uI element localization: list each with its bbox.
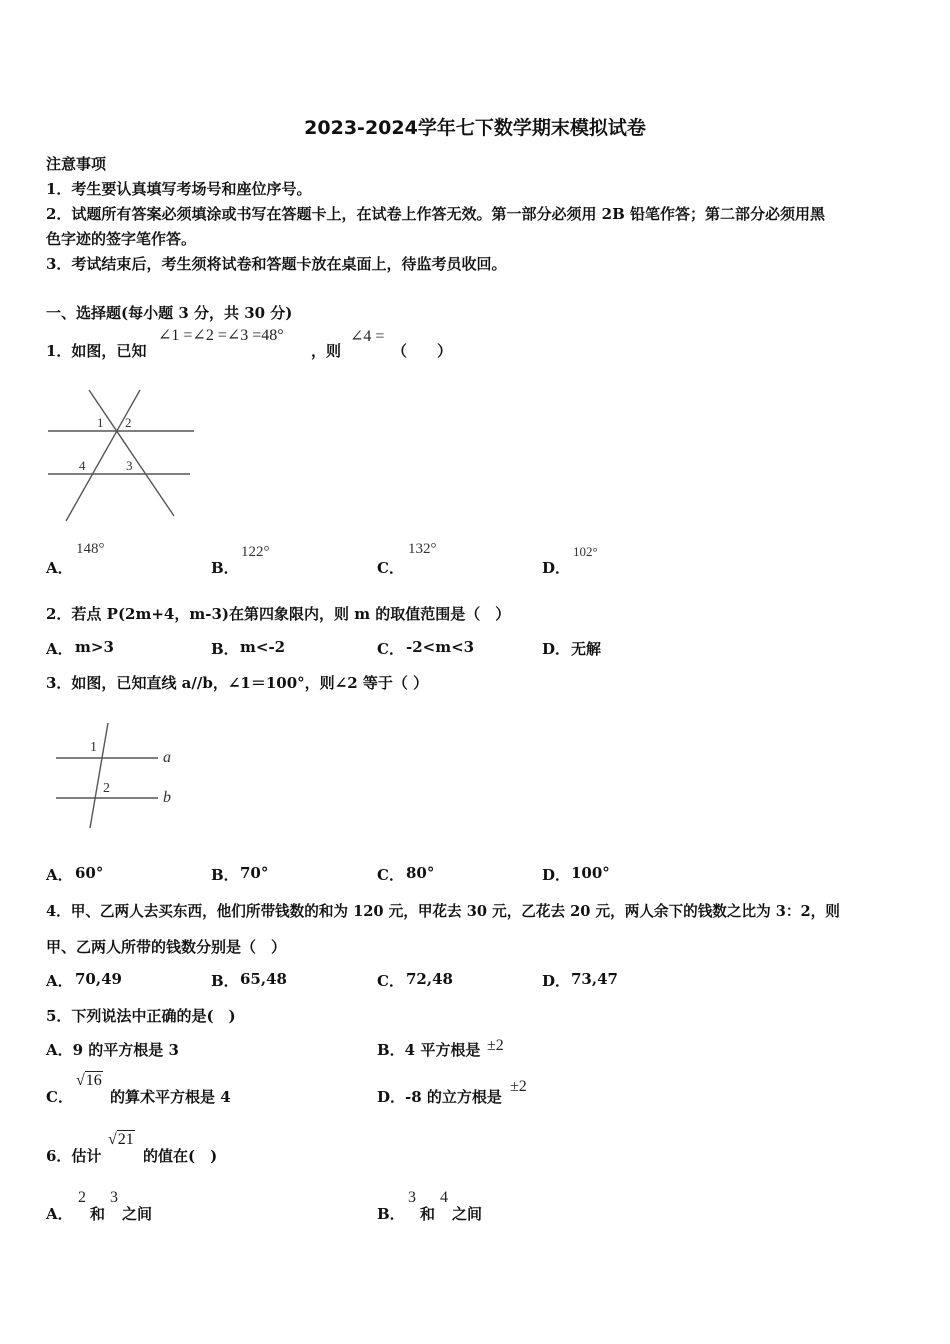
q1-paren: （ ） bbox=[392, 342, 453, 360]
q4-option-a-letter: A． bbox=[46, 972, 73, 990]
notice-item: 1．考生要认真填写考场号和座位序号。 bbox=[46, 180, 312, 198]
q2-option-d-letter: D． bbox=[542, 640, 571, 658]
q3-option-d-value: 100° bbox=[571, 864, 610, 882]
q6-option-a-end: 之间 bbox=[122, 1205, 153, 1223]
q1-prefix: 1．如图，已知 bbox=[46, 342, 147, 360]
q6-option-a-letter: A． bbox=[46, 1205, 73, 1223]
q5-option-c-radicand: 16 bbox=[85, 1072, 102, 1089]
q4-option-c-value: 72,48 bbox=[406, 970, 453, 988]
q4-option-b-value: 65,48 bbox=[240, 970, 287, 988]
q4-stem-line1: 4．甲、乙两人去买东西，他们所带钱数的和为 120 元，甲花去 30 元，乙花去 20 元，两人余下的钱数之比为 3：2，则 bbox=[46, 903, 840, 920]
q6-option-b-end: 之间 bbox=[452, 1205, 483, 1223]
q3-option-b-value: 70° bbox=[240, 864, 269, 882]
q2-option-b-letter: B． bbox=[211, 640, 239, 658]
q2-option-d-value: 无解 bbox=[571, 640, 602, 658]
q4-option-d-value: 73,47 bbox=[571, 970, 618, 988]
q3-option-d-letter: D． bbox=[542, 866, 571, 884]
page-title: 2023-2024学年七下数学期末模拟试卷 bbox=[304, 117, 646, 139]
q3-option-c-letter: C． bbox=[377, 866, 404, 884]
q1-option-b-value: 122° bbox=[241, 544, 270, 560]
q4-option-b-letter: B． bbox=[211, 972, 239, 990]
q3-figure bbox=[52, 718, 192, 833]
q5-option-d-text: D．-8 的立方根是 bbox=[377, 1088, 502, 1106]
q6-option-a-n2: 3 bbox=[110, 1189, 118, 1206]
q2-option-b-value: m<-2 bbox=[240, 638, 286, 656]
q6-option-a-and: 和 bbox=[90, 1205, 106, 1223]
q6-option-a-n1: 2 bbox=[78, 1189, 86, 1206]
q3-figure-label-1: 1 bbox=[90, 740, 97, 755]
q6-suffix: 的值在( ) bbox=[143, 1147, 218, 1165]
q6-sqrt: √21 bbox=[108, 1131, 134, 1148]
q1-middle: ，则 bbox=[311, 342, 342, 360]
q1-figure-label-2: 2 bbox=[125, 415, 132, 430]
q1-option-c-value: 132° bbox=[408, 541, 437, 557]
q6-option-b-n1: 3 bbox=[408, 1189, 416, 1206]
q1-ask: ∠4 = bbox=[350, 328, 385, 345]
q6-prefix: 6．估计 bbox=[46, 1147, 102, 1165]
q4-option-a-value: 70,49 bbox=[75, 970, 122, 988]
q3-figure-label-a: a bbox=[163, 749, 171, 766]
q1-option-a-value: 148° bbox=[76, 541, 105, 557]
q1-condition: ∠1 =∠2 =∠3 =48° bbox=[158, 327, 284, 344]
q3-figure-label-b: b bbox=[163, 789, 171, 806]
q1-option-a-letter: A． bbox=[46, 559, 73, 577]
notice-item: 2．试题所有答案必须填涂或书写在答题卡上，在试卷上作答无效。第一部分必须用 2B 铅笔作答；第二部分必须用黑 bbox=[46, 205, 826, 223]
q1-option-b-letter: B． bbox=[211, 559, 239, 577]
q2-option-c-value: -2<m<3 bbox=[406, 638, 475, 656]
q2-stem: 2．若点 P(2m+4，m-3)在第四象限内，则 m 的取值范围是（ ） bbox=[46, 605, 511, 623]
q3-option-a-value: 60° bbox=[75, 864, 104, 882]
q2-option-a-letter: A． bbox=[46, 640, 73, 658]
q6-option-b-and: 和 bbox=[420, 1205, 436, 1223]
q4-option-d-letter: D． bbox=[542, 972, 571, 990]
q5-option-c-sqrt: √16 bbox=[76, 1072, 102, 1089]
q6-radicand: 21 bbox=[117, 1131, 134, 1148]
q1-figure-label-4: 4 bbox=[79, 458, 86, 473]
q5-option-a: A．9 的平方根是 3 bbox=[46, 1041, 179, 1059]
q3-figure-label-2: 2 bbox=[103, 781, 110, 796]
q4-option-c-letter: C． bbox=[377, 972, 404, 990]
q1-figure-label-3: 3 bbox=[126, 458, 133, 473]
notice-item: 色字迹的签字笔作答。 bbox=[46, 230, 197, 248]
q5-option-c-text: 的算术平方根是 4 bbox=[110, 1088, 231, 1106]
q6-option-b-letter: B． bbox=[377, 1205, 405, 1223]
q5-option-d-math: ±2 bbox=[510, 1078, 527, 1095]
q3-option-a-letter: A． bbox=[46, 866, 73, 884]
q1-option-d-value: 102° bbox=[573, 544, 598, 559]
q1-figure-label-1: 1 bbox=[97, 415, 104, 430]
q1-option-d-letter: D． bbox=[542, 559, 571, 577]
q3-stem: 3．如图，已知直线 a//b，∠1＝100°，则∠2 等于（ ） bbox=[46, 674, 429, 692]
q5-option-c-letter: C． bbox=[46, 1088, 73, 1106]
q6-option-b-n2: 4 bbox=[440, 1189, 448, 1206]
q4-stem-line2: 甲、乙两人所带的钱数分别是（ ） bbox=[46, 938, 287, 956]
q5-stem: 5．下列说法中正确的是( ) bbox=[46, 1007, 236, 1025]
section-heading: 一、选择题(每小题 3 分，共 30 分) bbox=[46, 304, 293, 322]
q1-figure bbox=[44, 385, 204, 530]
q3-option-b-letter: B． bbox=[211, 866, 239, 884]
q3-option-c-value: 80° bbox=[406, 864, 435, 882]
notice-item: 3．考试结束后，考生须将试卷和答题卡放在桌面上，待监考员收回。 bbox=[46, 255, 507, 273]
q2-option-c-letter: C． bbox=[377, 640, 404, 658]
q1-option-c-letter: C． bbox=[377, 559, 404, 577]
q2-option-a-value: m>3 bbox=[75, 638, 114, 656]
q5-option-b-text: B．4 平方根是 bbox=[377, 1041, 481, 1059]
notice-heading: 注意事项 bbox=[46, 155, 107, 173]
q5-option-b-math: ±2 bbox=[487, 1037, 504, 1054]
